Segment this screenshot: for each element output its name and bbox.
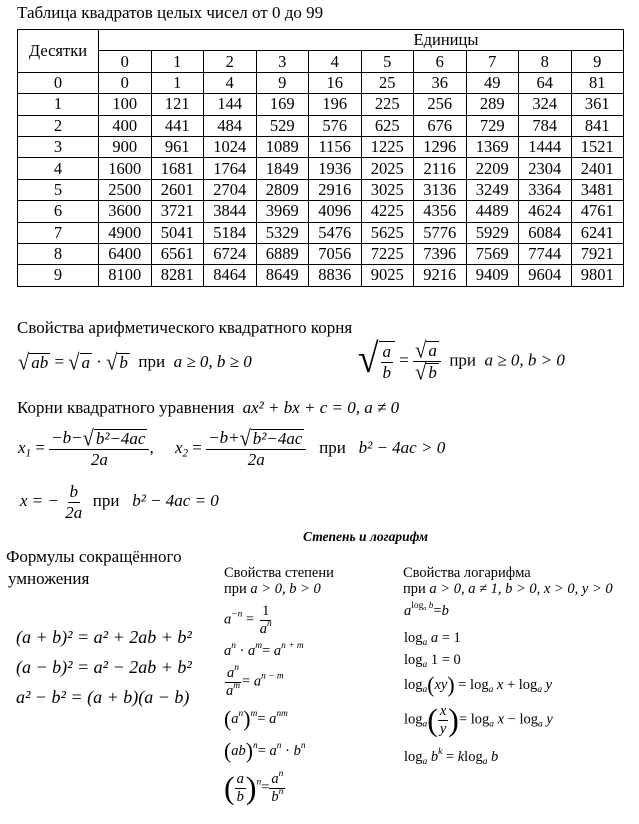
square-value-cell: 7396 — [414, 243, 467, 264]
formula-quotient-powers: $\frac{a^n}{a^m}$ = $a^{n - m}$ — [226, 662, 284, 699]
square-value-cell: 196 — [309, 94, 362, 115]
units-col-header: 1 — [151, 51, 204, 72]
units-header — [99, 30, 624, 51]
square-value-cell: 900 — [99, 136, 152, 157]
square-value-cell: 100 — [99, 94, 152, 115]
square-value-cell: 8836 — [309, 265, 362, 286]
square-value-cell: 256 — [414, 94, 467, 115]
square-value-cell: 3136 — [414, 179, 467, 200]
units-col-header: 0 — [99, 51, 152, 72]
square-value-cell: 16 — [309, 72, 362, 93]
power-props-heading: Свойства степени — [224, 565, 334, 581]
square-value-cell: 1089 — [256, 136, 309, 157]
square-value-cell: 529 — [256, 115, 309, 136]
square-value-cell: 8464 — [204, 265, 257, 286]
formula-log-quotient: $\log_a$( $\frac{x}{y}$ )= $\log_a x - \log_a y$ — [404, 702, 553, 738]
units-col-header: 5 — [361, 51, 414, 72]
units-col-header: 3 — [256, 51, 309, 72]
formula-log-power: $\log_a b^k = klog_a$ b — [404, 746, 499, 767]
sqrt-quotient-formula: √ $\frac{a}{b}$ = √ a √ b при a ≥ 0, b > 0 — [358, 336, 565, 386]
square-value-cell: 5329 — [256, 222, 309, 243]
units-col-header: 9 — [571, 51, 624, 72]
square-value-cell: 7056 — [309, 243, 362, 264]
square-value-cell: 441 — [151, 115, 204, 136]
square-value-cell: 1 — [151, 72, 204, 93]
tens-cell: 9 — [18, 265, 99, 286]
log-props-condition: при a > 0, a ≠ 1, b > 0, x > 0, y > 0 — [403, 581, 613, 597]
table-row — [18, 72, 624, 93]
square-value-cell: 6724 — [204, 243, 257, 264]
square-value-cell: 6889 — [256, 243, 309, 264]
power-log-heading: Степень и логарифм — [303, 529, 429, 544]
square-value-cell: 9025 — [361, 265, 414, 286]
quadratic-equation: ax² + bx + c = 0, a ≠ 0 — [242, 398, 400, 417]
square-value-cell: 676 — [414, 115, 467, 136]
tens-cell: 1 — [18, 94, 99, 115]
square-value-cell: 4096 — [309, 201, 362, 222]
tens-header: Десятки — [18, 30, 99, 73]
square-value-cell: 6084 — [519, 222, 572, 243]
square-value-cell: 1024 — [204, 136, 257, 157]
square-value-cell: 2401 — [571, 158, 624, 179]
squares-table — [17, 29, 624, 287]
square-value-cell: 1444 — [519, 136, 572, 157]
square-value-cell: 2500 — [99, 179, 152, 200]
log-props-section — [403, 565, 613, 597]
table-row — [18, 179, 624, 200]
square-value-cell: 4900 — [99, 222, 152, 243]
quadratic-single-root-formula: x = − $\frac{b}{2a}$ при b² − 4ac = 0 — [20, 482, 219, 522]
square-value-cell: 7921 — [571, 243, 624, 264]
square-value-cell: 2601 — [151, 179, 204, 200]
units-col-header: 2 — [204, 51, 257, 72]
square-value-cell: 625 — [361, 115, 414, 136]
square-value-cell: 3249 — [466, 179, 519, 200]
formula-power-of-product: $(ab)^n= a^n \cdot b^n$ — [224, 739, 306, 763]
formula-log-one: $\log_a 1 = 0$ — [404, 652, 461, 670]
square-value-cell: 2209 — [466, 158, 519, 179]
square-value-cell: 1369 — [466, 136, 519, 157]
square-value-cell: 7569 — [466, 243, 519, 264]
tens-cell: 5 — [18, 179, 99, 200]
formula-log-base: $\log_a a = 1$ — [404, 630, 461, 648]
formula-square-of-sum: (a + b)² = a² + 2ab + b² — [16, 627, 192, 647]
formula-negative-exponent: $a^{-n}$ = $\frac{1}{a^n}$ — [224, 603, 272, 637]
tens-cell: 3 — [18, 136, 99, 157]
square-value-cell: 576 — [309, 115, 362, 136]
units-col-header: 7 — [466, 51, 519, 72]
square-value-cell: 1849 — [256, 158, 309, 179]
units-col-header: 4 — [309, 51, 362, 72]
square-value-cell: 289 — [466, 94, 519, 115]
formula-log-identity: $a^{log_a b}=b$ — [404, 600, 449, 619]
tens-cell: 2 — [18, 115, 99, 136]
table-row — [18, 115, 624, 136]
formula-product-powers: $a^n \cdot a^m= a^{n + m}$ — [224, 640, 304, 659]
square-value-cell: 8100 — [99, 265, 152, 286]
sqrt-props-heading: Свойства арифметического квадратного корня — [17, 318, 353, 337]
square-value-cell: 7225 — [361, 243, 414, 264]
square-value-cell: 9409 — [466, 265, 519, 286]
square-value-cell: 784 — [519, 115, 572, 136]
square-value-cell: 3481 — [571, 179, 624, 200]
square-value-cell: 5776 — [414, 222, 467, 243]
square-value-cell: 7744 — [519, 243, 572, 264]
square-value-cell: 2116 — [414, 158, 467, 179]
abbrev-mult-formulas — [16, 622, 192, 712]
square-value-cell: 9216 — [414, 265, 467, 286]
square-value-cell: 3025 — [361, 179, 414, 200]
square-value-cell: 5184 — [204, 222, 257, 243]
square-value-cell: 6241 — [571, 222, 624, 243]
formula-log-product: $\log_a(xy) = \log_a x + \log_a y$ — [404, 673, 553, 697]
square-value-cell: 9801 — [571, 265, 624, 286]
square-value-cell: 8649 — [256, 265, 309, 286]
square-value-cell: 3844 — [204, 201, 257, 222]
table-row — [18, 136, 624, 157]
square-value-cell: 2704 — [204, 179, 257, 200]
square-value-cell: 4225 — [361, 201, 414, 222]
table-row — [18, 265, 624, 286]
table-row — [18, 243, 624, 264]
units-header-label: Единицы — [413, 30, 479, 50]
formula-difference-of-squares: a² − b² = (a + b)(a − b) — [16, 687, 190, 707]
table-row — [18, 201, 624, 222]
square-value-cell: 729 — [466, 115, 519, 136]
square-value-cell: 5476 — [309, 222, 362, 243]
square-value-cell: 225 — [361, 94, 414, 115]
square-value-cell: 1521 — [571, 136, 624, 157]
square-value-cell: 961 — [151, 136, 204, 157]
square-value-cell: 2025 — [361, 158, 414, 179]
square-value-cell: 361 — [571, 94, 624, 115]
square-value-cell: 3600 — [99, 201, 152, 222]
square-value-cell: 2304 — [519, 158, 572, 179]
square-value-cell: 4624 — [519, 201, 572, 222]
table-row — [18, 94, 624, 115]
quadratic-roots-formula: $x_1$ = −b− √ b²−4ac 2a , $x_2$ = −b+ √ b²−4ac 2a при b² − 4ac > 0 — [18, 426, 446, 470]
square-value-cell: 25 — [361, 72, 414, 93]
square-value-cell: 3969 — [256, 201, 309, 222]
power-props-condition: при a > 0, b > 0 — [224, 581, 321, 597]
square-value-cell: 0 — [99, 72, 152, 93]
square-value-cell: 5041 — [151, 222, 204, 243]
square-value-cell: 1296 — [414, 136, 467, 157]
square-value-cell: 5625 — [361, 222, 414, 243]
square-value-cell: 841 — [571, 115, 624, 136]
square-value-cell: 6561 — [151, 243, 204, 264]
square-value-cell: 3721 — [151, 201, 204, 222]
square-value-cell: 144 — [204, 94, 257, 115]
square-value-cell: 1156 — [309, 136, 362, 157]
square-value-cell: 1225 — [361, 136, 414, 157]
square-value-cell: 9 — [256, 72, 309, 93]
square-value-cell: 2809 — [256, 179, 309, 200]
table-header-row — [18, 30, 624, 51]
square-value-cell: 1600 — [99, 158, 152, 179]
square-value-cell: 400 — [99, 115, 152, 136]
table-row — [18, 222, 624, 243]
tens-cell: 0 — [18, 72, 99, 93]
square-value-cell: 484 — [204, 115, 257, 136]
abbrev-mult-heading-1: Формулы сокращённого — [6, 547, 182, 566]
square-value-cell: 121 — [151, 94, 204, 115]
power-props-section — [224, 565, 334, 597]
square-value-cell: 3364 — [519, 179, 572, 200]
square-value-cell: 49 — [466, 72, 519, 93]
square-value-cell: 1764 — [204, 158, 257, 179]
square-value-cell: 324 — [519, 94, 572, 115]
abbrev-mult-heading-2: умножения — [8, 569, 90, 588]
table-row — [18, 158, 624, 179]
tens-cell: 7 — [18, 222, 99, 243]
square-value-cell: 2916 — [309, 179, 362, 200]
tens-cell: 6 — [18, 201, 99, 222]
units-row — [18, 51, 624, 72]
log-props-heading: Свойства логарифма — [403, 565, 531, 581]
square-value-cell: 169 — [256, 94, 309, 115]
quadratic-heading: Корни квадратного уравнения ax² + bx + c = 0, a ≠ 0 — [17, 398, 400, 417]
tens-cell: 8 — [18, 243, 99, 264]
formula-square-of-difference: (a − b)² = a² − 2ab + b² — [16, 657, 192, 677]
square-value-cell: 6400 — [99, 243, 152, 264]
square-value-cell: 5929 — [466, 222, 519, 243]
square-value-cell: 4761 — [571, 201, 624, 222]
formula-power-of-power: $(a^n)^m= a^{nm}$ — [224, 707, 288, 731]
units-col-header: 6 — [414, 51, 467, 72]
square-value-cell: 4489 — [466, 201, 519, 222]
abbrev-mult-section — [6, 546, 182, 590]
table-title: Таблица квадратов целых чисел от 0 до 99 — [17, 3, 324, 22]
tens-cell: 4 — [18, 158, 99, 179]
square-value-cell: 4 — [204, 72, 257, 93]
sqrt-product-formula: √ ab = √ a · √ b при a ≥ 0, b ≥ 0 — [18, 350, 252, 375]
square-value-cell: 9604 — [519, 265, 572, 286]
square-value-cell: 8281 — [151, 265, 204, 286]
square-value-cell: 1681 — [151, 158, 204, 179]
square-value-cell: 36 — [414, 72, 467, 93]
square-value-cell: 4356 — [414, 201, 467, 222]
formula-power-of-quotient: ( $\frac{a}{b}$ )$^n$= $\frac{a^n}{b^n}$ — [224, 768, 284, 806]
units-col-header: 8 — [519, 51, 572, 72]
square-value-cell: 81 — [571, 72, 624, 93]
square-value-cell: 1936 — [309, 158, 362, 179]
square-value-cell: 64 — [519, 72, 572, 93]
